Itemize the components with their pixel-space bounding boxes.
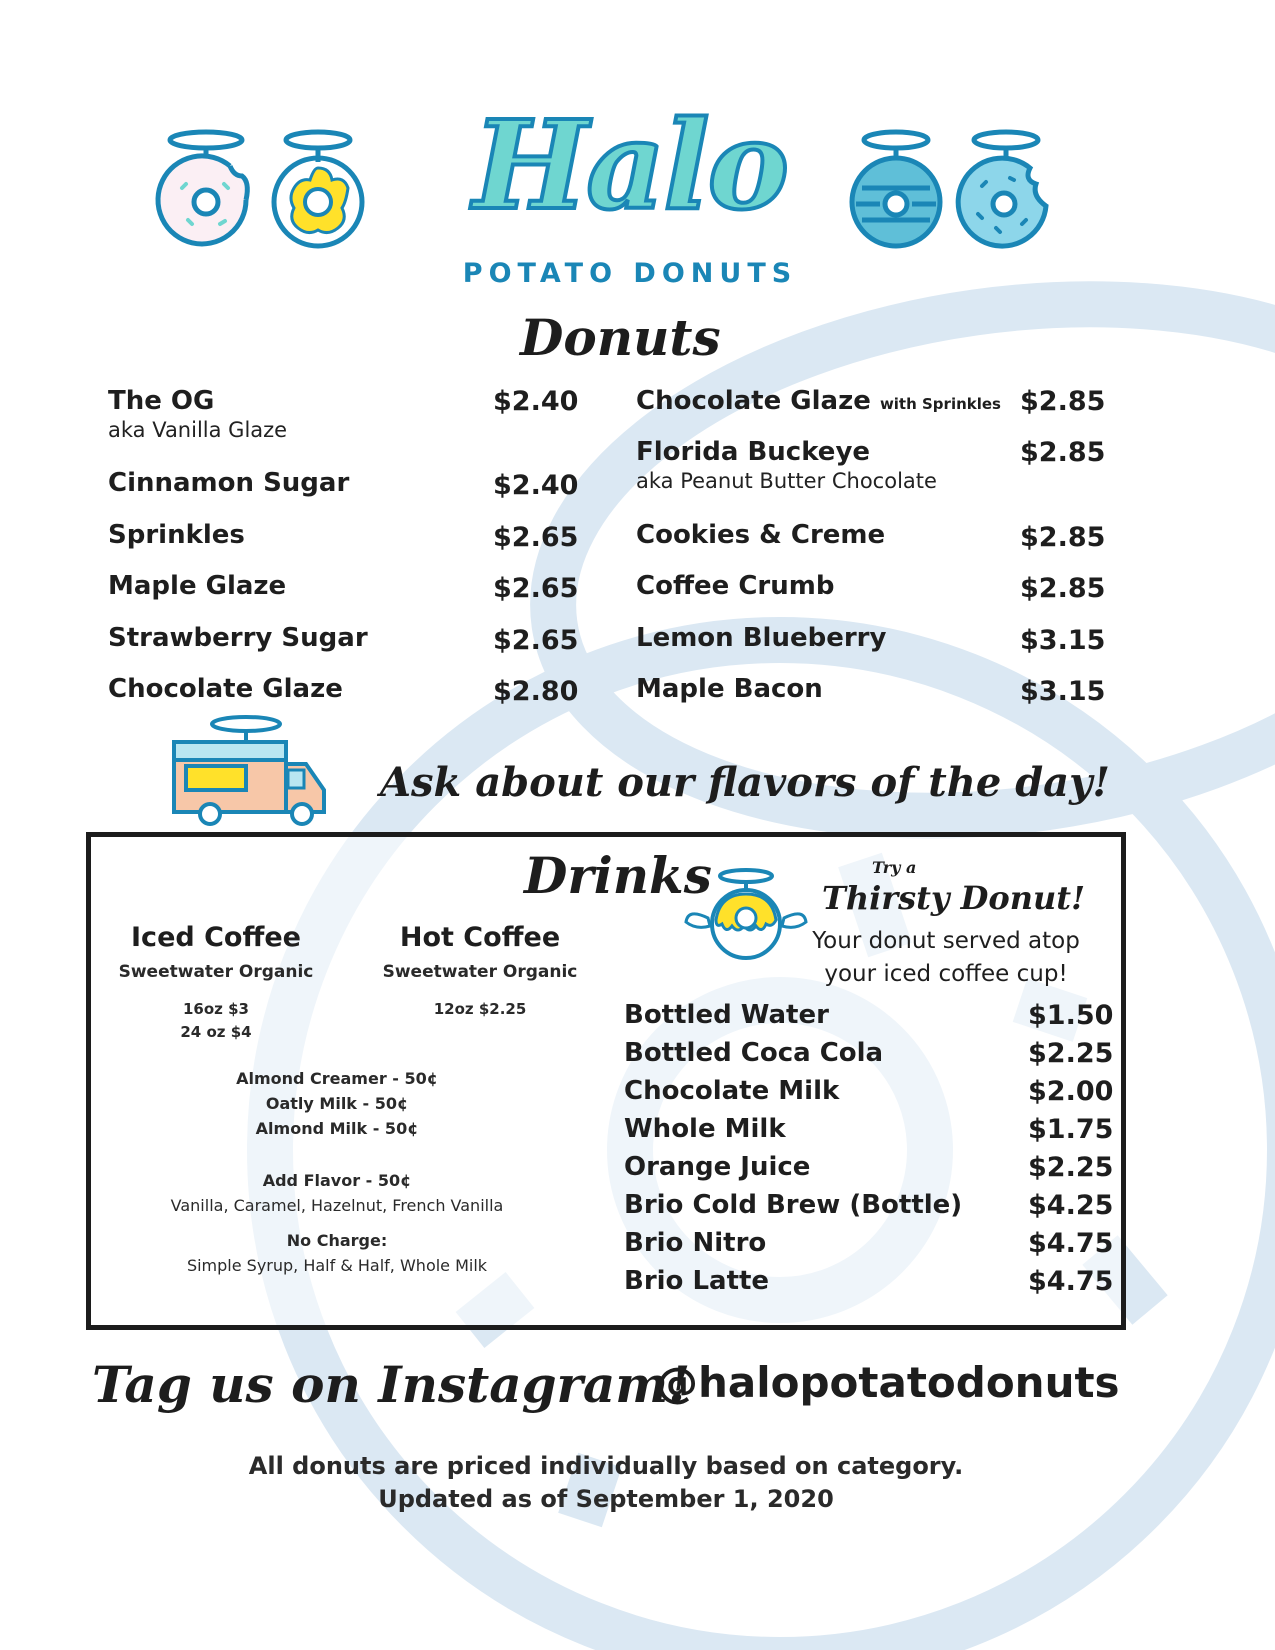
- thirsty-desc-line: Your donut served atop: [812, 928, 1080, 954]
- item-name: Strawberry Sugar: [108, 623, 368, 653]
- menu-item: [636, 386, 1001, 416]
- item-price: $2.40: [493, 386, 579, 417]
- hot-coffee-brand: Sweetwater Organic: [382, 962, 578, 982]
- item-price: $3.15: [1020, 625, 1106, 656]
- flavors-of-the-day-banner: Ask about our flavors of the day!: [380, 759, 1110, 806]
- drink-name: Bottled Coca Cola: [624, 1038, 884, 1068]
- item-name: Chocolate Glaze: [108, 674, 343, 704]
- addon-item: Almond Creamer - 50¢: [236, 1069, 438, 1088]
- item-price: $2.85: [1020, 522, 1106, 553]
- item-name: Sprinkles: [108, 520, 245, 550]
- pink-donut-icon: [158, 128, 378, 248]
- item-name: Coffee Crumb: [636, 571, 835, 601]
- drink-price: $2.25: [1028, 1152, 1114, 1183]
- brand-subtitle: POTATO DONUTS: [462, 258, 798, 289]
- item-price: $2.65: [493, 573, 579, 604]
- pricing-note: All donuts are priced individually based on category.: [248, 1452, 964, 1480]
- item-note: with Sprinkles: [879, 395, 1001, 413]
- drink-price: $4.75: [1028, 1266, 1114, 1297]
- drink-name: Chocolate Milk: [624, 1076, 840, 1106]
- hot-coffee-title: Hot Coffee: [399, 922, 561, 953]
- drink-price: $4.75: [1028, 1228, 1114, 1259]
- iced-coffee-size: 24 oz $4: [180, 1023, 252, 1041]
- item-price: $2.85: [1020, 437, 1106, 468]
- item-name: Maple Glaze: [108, 571, 287, 601]
- item-name: Cinnamon Sugar: [108, 468, 350, 498]
- item-name: Chocolate Glaze: [636, 386, 871, 416]
- item-name: The OG: [108, 386, 215, 416]
- item-subtitle: aka Peanut Butter Chocolate: [636, 469, 937, 493]
- no-charge-addon: [137, 1228, 537, 1278]
- item-price: $2.65: [493, 522, 579, 553]
- hot-coffee-size: 12oz $2.25: [433, 1000, 527, 1018]
- addon-item: Oatly Milk - 50¢: [265, 1094, 409, 1113]
- drink-price: $2.25: [1028, 1038, 1114, 1069]
- item-price: $3.15: [1020, 676, 1106, 707]
- addon-item: Almond Milk - 50¢: [255, 1119, 419, 1138]
- item-name: Cookies & Creme: [636, 520, 886, 550]
- blue-donut-icon: [850, 128, 1070, 248]
- drink-name: Brio Cold Brew (Bottle): [624, 1190, 963, 1220]
- drink-name: Brio Nitro: [624, 1228, 767, 1258]
- drink-name: Bottled Water: [624, 1000, 829, 1030]
- flavor-list: Vanilla, Caramel, Hazelnut, French Vanilla: [170, 1196, 504, 1215]
- addon-list: [137, 1066, 537, 1141]
- item-name: Florida Buckeye: [636, 437, 871, 467]
- drink-price: $1.50: [1028, 1000, 1114, 1031]
- flavor-label: Add Flavor - 50¢: [262, 1171, 412, 1190]
- flavor-addon: [137, 1168, 537, 1218]
- donuts-section-title: Donuts: [520, 308, 721, 367]
- updated-date: Updated as of September 1, 2020: [378, 1485, 834, 1513]
- instagram-callout: Tag us on Instagram!: [92, 1355, 691, 1414]
- brand-logo: Halo: [472, 93, 788, 237]
- no-charge-list: Simple Syrup, Half & Half, Whole Milk: [186, 1256, 488, 1275]
- item-price: $2.80: [493, 676, 579, 707]
- thirsty-description: [786, 925, 1106, 991]
- drink-price: $2.00: [1028, 1076, 1114, 1107]
- drink-name: Whole Milk: [624, 1114, 786, 1144]
- thirsty-donut-title: Thirsty Donut!: [822, 879, 1086, 917]
- drink-name: Brio Latte: [624, 1266, 770, 1296]
- item-price: $2.65: [493, 625, 579, 656]
- drink-name: Orange Juice: [624, 1152, 811, 1182]
- item-name: Maple Bacon: [636, 674, 823, 704]
- drinks-section-title: Drinks: [524, 846, 712, 905]
- item-price: $2.85: [1020, 573, 1106, 604]
- iced-coffee-title: Iced Coffee: [131, 922, 301, 953]
- item-price: $2.85: [1020, 386, 1106, 417]
- item-subtitle: aka Vanilla Glaze: [108, 418, 288, 442]
- item-name: Lemon Blueberry: [636, 623, 887, 653]
- instagram-handle[interactable]: @halopotatodonuts: [656, 1358, 1120, 1407]
- item-price: $2.40: [493, 470, 579, 501]
- thirsty-try-label: Try a: [872, 858, 917, 877]
- iced-coffee-brand: Sweetwater Organic: [118, 962, 314, 982]
- menu-item: [108, 386, 287, 442]
- no-charge-label: No Charge:: [286, 1231, 388, 1250]
- drink-price: $1.75: [1028, 1114, 1114, 1145]
- menu-item: [636, 437, 937, 493]
- iced-coffee-size: 16oz $3: [182, 1000, 249, 1018]
- food-truck-icon: [170, 714, 330, 830]
- thirsty-desc-line: your iced coffee cup!: [824, 961, 1068, 987]
- drink-price: $4.25: [1028, 1190, 1114, 1221]
